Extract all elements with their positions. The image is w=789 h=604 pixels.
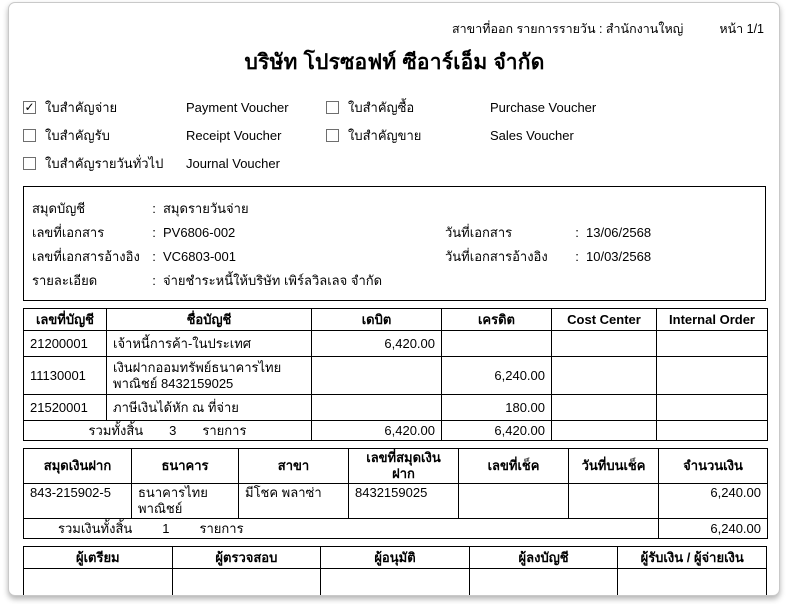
col-account-name: ชื่อบัญชี <box>107 309 312 331</box>
col-amount: จำนวนเงิน <box>659 449 768 484</box>
voucher-label-english: Receipt Voucher <box>186 128 282 143</box>
voucher-label-english: Journal Voucher <box>186 156 280 171</box>
cheque-no-cell <box>459 484 569 519</box>
voucher-type-sales <box>326 125 490 146</box>
total-count: 1 <box>162 520 170 536</box>
branch-note: สาขาที่ออก รายการรายวัน : สำนักงานใหญ่ <box>452 22 684 36</box>
credit-cell: 6,240.00 <box>442 357 552 395</box>
signature-cell <box>24 569 173 597</box>
voucher-label-thai: ใบสำคัญรายวันทั่วไป <box>45 156 164 171</box>
col-internal-order: Internal Order <box>657 309 768 331</box>
cost-center-cell <box>552 331 657 357</box>
company-title: บริษัท โปรซอฟท์ ซีอาร์เอ็ม จำกัด <box>244 51 545 74</box>
voucher-label-thai: ใบสำคัญจ่าย <box>45 100 118 115</box>
table-row <box>24 395 768 421</box>
voucher-type-purchase <box>326 97 490 118</box>
col-deposit-book: สมุดเงินฝาก <box>24 449 132 484</box>
deposit-book-cell: 843-215902-5 <box>24 484 132 519</box>
cost-center-cell <box>552 395 657 421</box>
account-table-header <box>24 309 768 331</box>
voucher-type-payment <box>23 97 186 118</box>
page-number: หน้า 1/1 <box>719 22 764 36</box>
internal-order-cell <box>657 421 768 441</box>
col-cheque-date: วันที่บนเช็ค <box>569 449 659 484</box>
table-row <box>24 484 768 519</box>
journal-voucher-checkbox <box>23 157 36 170</box>
report-header-row <box>23 19 766 39</box>
signature-cell <box>172 569 321 597</box>
account-no-cell: 21520001 <box>24 395 107 421</box>
internal-order-cell <box>657 331 768 357</box>
detail-label: รายละเอียด <box>32 272 98 288</box>
ref-date-value: 10/03/2568 <box>586 248 652 264</box>
account-total-row <box>24 421 768 441</box>
col-credit: เครดิต <box>442 309 552 331</box>
col-deposit-account-no: เลขที่สมุดเงินฝาก <box>349 449 459 484</box>
colon: : <box>575 248 579 264</box>
table-row <box>24 357 768 395</box>
ref-no-value: VC6803-001 <box>163 248 236 264</box>
total-label: รวมเงินทั้งสิ้น <box>58 520 133 536</box>
debit-cell <box>312 357 442 395</box>
document-info-box <box>23 186 766 301</box>
voucher-type-journal <box>23 153 186 174</box>
total-count: 3 <box>169 422 177 438</box>
account-no-cell: 21200001 <box>24 331 107 357</box>
col-branch: สาขา <box>239 449 349 484</box>
col-debit: เดบิต <box>312 309 442 331</box>
total-credit: 6,420.00 <box>442 421 552 441</box>
col-cheque-no: เลขที่เช็ค <box>459 449 569 484</box>
colon: : <box>575 224 579 240</box>
signature-cell <box>469 569 618 597</box>
account-table <box>23 308 768 441</box>
col-reviewer: ผู้ตรวจสอบ <box>172 547 321 569</box>
doc-date-value: 13/06/2568 <box>586 224 652 240</box>
voucher-label-thai: ใบสำคัญรับ <box>45 128 110 143</box>
bank-table-header <box>24 449 768 484</box>
total-unit: รายการ <box>199 520 244 536</box>
amount-cell: 6,240.00 <box>659 484 768 519</box>
account-name-cell: เงินฝากออมทรัพย์ธนาคารไทยพาณิชย์ 8432159025 <box>107 357 312 395</box>
report-page <box>8 2 780 596</box>
col-approver: ผู้อนุมัติ <box>321 547 470 569</box>
internal-order-cell <box>657 357 768 395</box>
total-amount: 6,240.00 <box>659 519 768 539</box>
colon: : <box>152 248 156 264</box>
debit-cell: 6,420.00 <box>312 331 442 357</box>
signature-table-header <box>24 547 767 569</box>
total-unit: รายการ <box>202 422 247 438</box>
colon: : <box>152 272 156 288</box>
colon: : <box>152 224 156 240</box>
colon: : <box>152 200 156 216</box>
table-row <box>24 331 768 357</box>
total-label: รวมทั้งสิ้น <box>88 422 144 438</box>
deposit-account-cell: 8432159025 <box>349 484 459 519</box>
voucher-type-section <box>23 97 766 174</box>
bank-total-label-cell <box>24 519 659 539</box>
cheque-date-cell <box>569 484 659 519</box>
bank-cell: ธนาคารไทยพาณิชย์ <box>132 484 239 519</box>
ref-no-label: เลขที่เอกสารอ้างอิง <box>32 248 140 264</box>
voucher-label-english: Sales Voucher <box>490 128 574 143</box>
signature-table <box>23 546 767 596</box>
doc-no-label: เลขที่เอกสาร <box>32 224 105 240</box>
voucher-label-thai: ใบสำคัญขาย <box>348 128 422 143</box>
voucher-label-english: Purchase Voucher <box>490 100 597 115</box>
col-payee-payer: ผู้รับเงิน / ผู้จ่ายเงิน <box>618 547 767 569</box>
voucher-label-english: Payment Voucher <box>186 100 289 115</box>
credit-cell <box>442 331 552 357</box>
col-bank: ธนาคาร <box>132 449 239 484</box>
col-bookkeeper: ผู้ลงบัญชี <box>469 547 618 569</box>
book-value: สมุดรายวันจ่าย <box>163 200 249 216</box>
internal-order-cell <box>657 395 768 421</box>
bank-total-row <box>24 519 768 539</box>
signature-cell <box>321 569 470 597</box>
col-preparer: ผู้เตรียม <box>24 547 173 569</box>
purchase-voucher-checkbox <box>326 101 339 114</box>
signature-cell <box>618 569 767 597</box>
debit-cell <box>312 395 442 421</box>
account-name-cell: ภาษีเงินได้หัก ณ ที่จ่าย <box>107 395 312 421</box>
receipt-voucher-checkbox <box>23 129 36 142</box>
total-debit: 6,420.00 <box>312 421 442 441</box>
signature-row <box>24 569 767 597</box>
ref-date-label: วันที่เอกสารอ้างอิง <box>445 248 548 264</box>
doc-date-label: วันที่เอกสาร <box>445 224 513 240</box>
voucher-type-receipt <box>23 125 186 146</box>
credit-cell: 180.00 <box>442 395 552 421</box>
detail-value: จ่ายชำระหนี้ให้บริษัท เพิร์ลวิลเลจ จำกัด <box>163 272 383 288</box>
doc-no-value: PV6806-002 <box>163 224 236 240</box>
voucher-label-thai: ใบสำคัญซื้อ <box>348 100 415 115</box>
book-label: สมุดบัญชี <box>32 200 86 216</box>
cost-center-cell <box>552 421 657 441</box>
account-no-cell: 11130001 <box>24 357 107 395</box>
account-name-cell: เจ้าหนี้การค้า-ในประเทศ <box>107 331 312 357</box>
account-total-label-cell <box>24 421 312 441</box>
cost-center-cell <box>552 357 657 395</box>
bank-table <box>23 448 768 539</box>
payment-voucher-checkbox <box>23 101 36 114</box>
sales-voucher-checkbox <box>326 129 339 142</box>
col-account-no: เลขที่บัญชี <box>24 309 107 331</box>
branch-cell: มีโชค พลาซ่า <box>239 484 349 519</box>
col-cost-center: Cost Center <box>552 309 657 331</box>
